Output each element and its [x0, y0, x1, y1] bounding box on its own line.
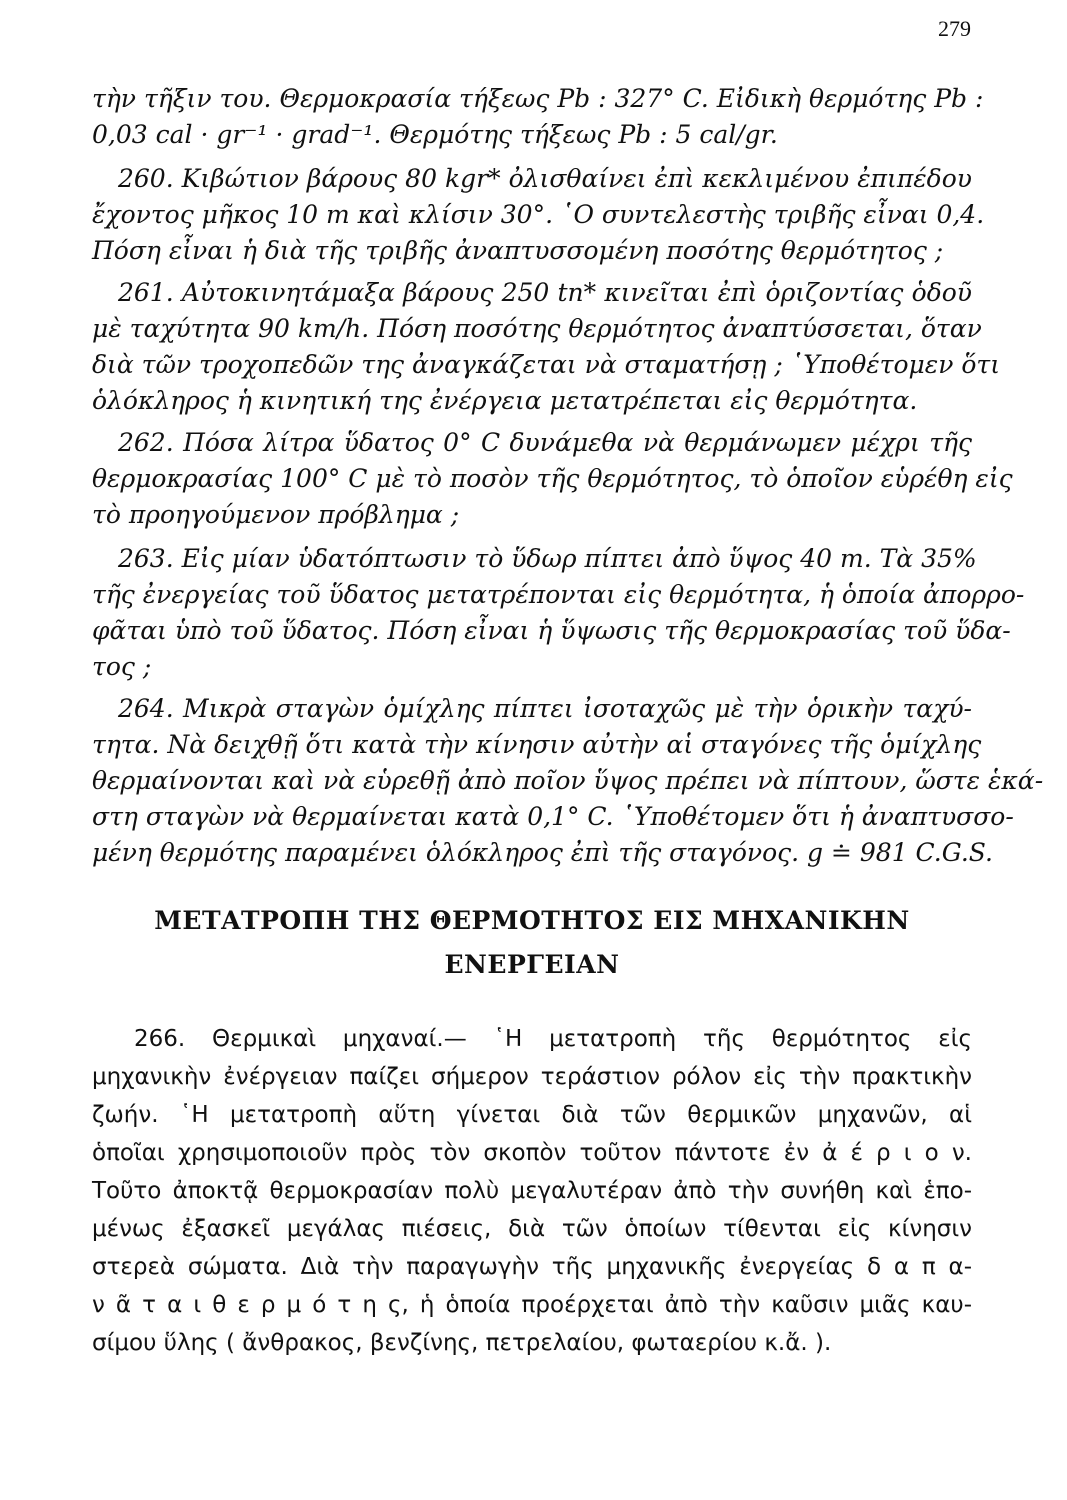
problem-260-line: Πόση εἶναι ἡ διὰ τῆς τριβῆς ἀναπτυσσομένη ποσότης θερμότητος ;	[92, 236, 944, 265]
problem-264-line: στη σταγὼν νὰ θερμαίνεται κατὰ 0,1° C. ῾Υποθέτομεν ὅτι ἡ ἀναπτυσσο-	[92, 802, 1014, 831]
problem-264-line: μένη θερμότης παραμένει ὁλόκληρος ἐπὶ τῆς σταγόνος. g ≐ 981 C.G.S.	[92, 838, 993, 867]
problem-263-line: φᾶται ὑπὸ τοῦ ὕδατος. Πόση εἶναι ἡ ὕψωσις τῆς θερμοκρασίας τοῦ ὕδα-	[92, 616, 1011, 645]
problem-264-line: τητα. Νὰ δειχθῇ ὅτι κατὰ τὴν κίνησιν αὐτὴν αἱ σταγόνες τῆς ὁμίχλης	[92, 730, 982, 759]
problem-264-line: 264. Μικρὰ σταγὼν ὁμίχλης πίπτει ἰσοταχῶς μὲ τὴν ὁρικὴν ταχύ-	[118, 694, 972, 723]
section-266-line: 266. Θερμικαὶ μηχαναί.— ῾Η μετατροπὴ τῆς θερμότητος εἰς	[134, 1026, 972, 1052]
section-266-line: ζωήν. ῾Η μετατροπὴ αὕτη γίνεται διὰ τῶν θερμικῶν μηχανῶν, αἱ	[92, 1102, 972, 1128]
problem-262-line: τὸ προηγούμενον πρόβλημα ;	[92, 500, 460, 529]
section-266-line: σίμου ὕλης ( ἄνθρακος, βενζίνης, πετρελαίου, φωταερίου κ.ἄ. ).	[92, 1330, 832, 1356]
section-266-line: Τοῦτο ἀποκτᾷ θερμοκρασίαν πολὺ μεγαλυτέραν ἀπὸ τὴν συνήθη καὶ ἑπο-	[92, 1178, 972, 1204]
section-266-line: ὁποῖαι χρησιμοποιοῦν πρὸς τὸν σκοπὸν τοῦτον πάντοτε ἐν ἀ έ ρ ι ο ν.	[92, 1140, 972, 1166]
section-266-line: ν ᾶ τ α ι θ ε ρ μ ό τ η ς, ἡ ὁποία προέρχεται ἀπὸ τὴν καῦσιν μιᾶς καυ-	[92, 1292, 972, 1318]
problem-262-line: θερμοκρασίας 100° C μὲ τὸ ποσὸν τῆς θερμότητος, τὸ ὁποῖον εὑρέθη εἰς	[92, 464, 1013, 493]
problem-261-line: μὲ ταχύτητα 90 km/h. Πόση ποσότης θερμότητος ἀναπτύσσεται, ὅταν	[92, 314, 982, 343]
problem-264-line: θερμαίνονται καὶ νὰ εὑρεθῇ ἀπὸ ποῖον ὕψος πρέπει νὰ πίπτουν, ὥστε ἑκά-	[92, 766, 1044, 795]
page-number: 279	[938, 16, 971, 41]
problem-263-line: τος ;	[92, 652, 152, 681]
problem-261-line: διὰ τῶν τροχοπεδῶν της ἀναγκάζεται νὰ σταματήσῃ ; ῾Υποθέτομεν ὅτι	[92, 350, 1001, 379]
section-266-line: μένως ἐξασκεῖ μεγάλας πιέσεις, διὰ τῶν ὁποίων τίθενται εἰς κίνησιν	[92, 1216, 972, 1242]
problem-263-line: 263. Εἰς μίαν ὑδατόπτωσιν τὸ ὕδωρ πίπτει ἀπὸ ὕψος 40 m. Τὰ 35%	[118, 544, 977, 573]
section-heading: ΕΝΕΡΓΕΙΑΝ	[444, 950, 620, 979]
problem-261-line: 261. Αὐτοκινητάμαξα βάρους 250 tn* κινεῖται ἐπὶ ὁριζοντίας ὁδοῦ	[118, 278, 972, 307]
text-line: τὴν τῆξιν του. Θερμοκρασία τήξεως Pb : 327° C. Εἰδικὴ θερμότης Pb :	[92, 84, 984, 113]
problem-260-line: 260. Κιβώτιον βάρους 80 kgr* ὀλισθαίνει ἐπὶ κεκλιμένου ἐπιπέδου	[118, 164, 972, 193]
section-heading: ΜΕΤΑΤΡΟΠΗ ΤΗΣ ΘΕΡΜΟΤΗΤΟΣ ΕΙΣ ΜΗΧΑΝΙΚΗΝ	[154, 906, 910, 935]
problem-261-line: ὁλόκληρος ἡ κινητική της ἐνέργεια μετατρέπεται εἰς θερμότητα.	[92, 386, 918, 415]
problem-263-line: τῆς ἐνεργείας τοῦ ὕδατος μετατρέπονται εἰς θερμότητα, ἡ ὁποία ἀπορρο-	[92, 580, 1025, 609]
text-line: 0,03 cal · gr⁻¹ · grad⁻¹. Θερμότης τήξεως Pb : 5 cal/gr.	[92, 120, 778, 149]
section-266-line: μηχανικὴν ἐνέργειαν παίζει σήμερον τεράστιον ρόλον εἰς τὴν πρακτικὴν	[92, 1064, 972, 1090]
section-266-line: στερεὰ σώματα. Διὰ τὴν παραγωγὴν τῆς μηχανικῆς ἐνεργείας δ α π α-	[92, 1254, 972, 1280]
problem-262-line: 262. Πόσα λίτρα ὕδατος 0° C δυνάμεθα νὰ θερμάνωμεν μέχρι τῆς	[118, 428, 972, 457]
problem-260-line: ἔχοντος μῆκος 10 m καὶ κλίσιν 30°. ῾Ο συντελεστὴς τριβῆς εἶναι 0,4.	[92, 200, 985, 229]
